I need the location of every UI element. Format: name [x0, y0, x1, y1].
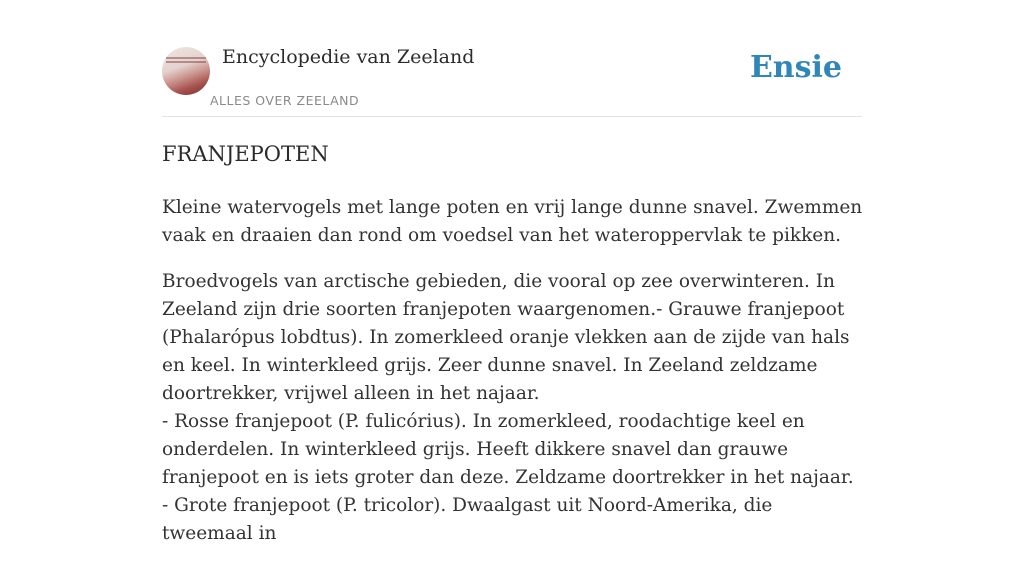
site-title[interactable]: Encyclopedie van Zeeland: [222, 46, 475, 68]
site-avatar[interactable]: [162, 47, 210, 95]
article-paragraph: Kleine watervogels met lange poten en vrij lange dunne snavel. Zwemmen vaak en draaien dan rond om voedsel van het wateroppervlak te pikken.: [162, 197, 863, 246]
article-title: FRANJEPOTEN: [162, 142, 329, 166]
avatar-decoration: [166, 57, 206, 59]
article-paragraph: Broedvogels van arctische gebieden, die vooral op zee overwinteren. In Zeeland zijn drie soorten franjepoten waargenomen.- Grauwe franjepoot (Phalarópus lobdtus). In zomerkleed oranje vlekken aan de zijde van hals en keel. In winterkleed grijs. Zeer dunne snavel. In Zeeland zeldzame doortrekker, vrijwel alleen in het najaar. - Rosse franjepoot (P. fulicórius). In zomerkleed, roodachtige keel en onderdelen. In winterkleed grijs. Heeft dikkere snavel dan grauwe franjepoot en is iets groter dan deze. Zeldzame doortrekker in het najaar. - Grote franjepoot (P. tricolor). Dwaalgast uit Noord-Amerika, die tweemaal in: [162, 271, 854, 544]
site-header: [162, 44, 862, 117]
site-subtitle: ALLES OVER ZEELAND: [210, 93, 360, 108]
avatar-decoration: [166, 61, 206, 63]
article: [162, 138, 864, 566]
brand-logo[interactable]: Ensie: [749, 50, 842, 85]
